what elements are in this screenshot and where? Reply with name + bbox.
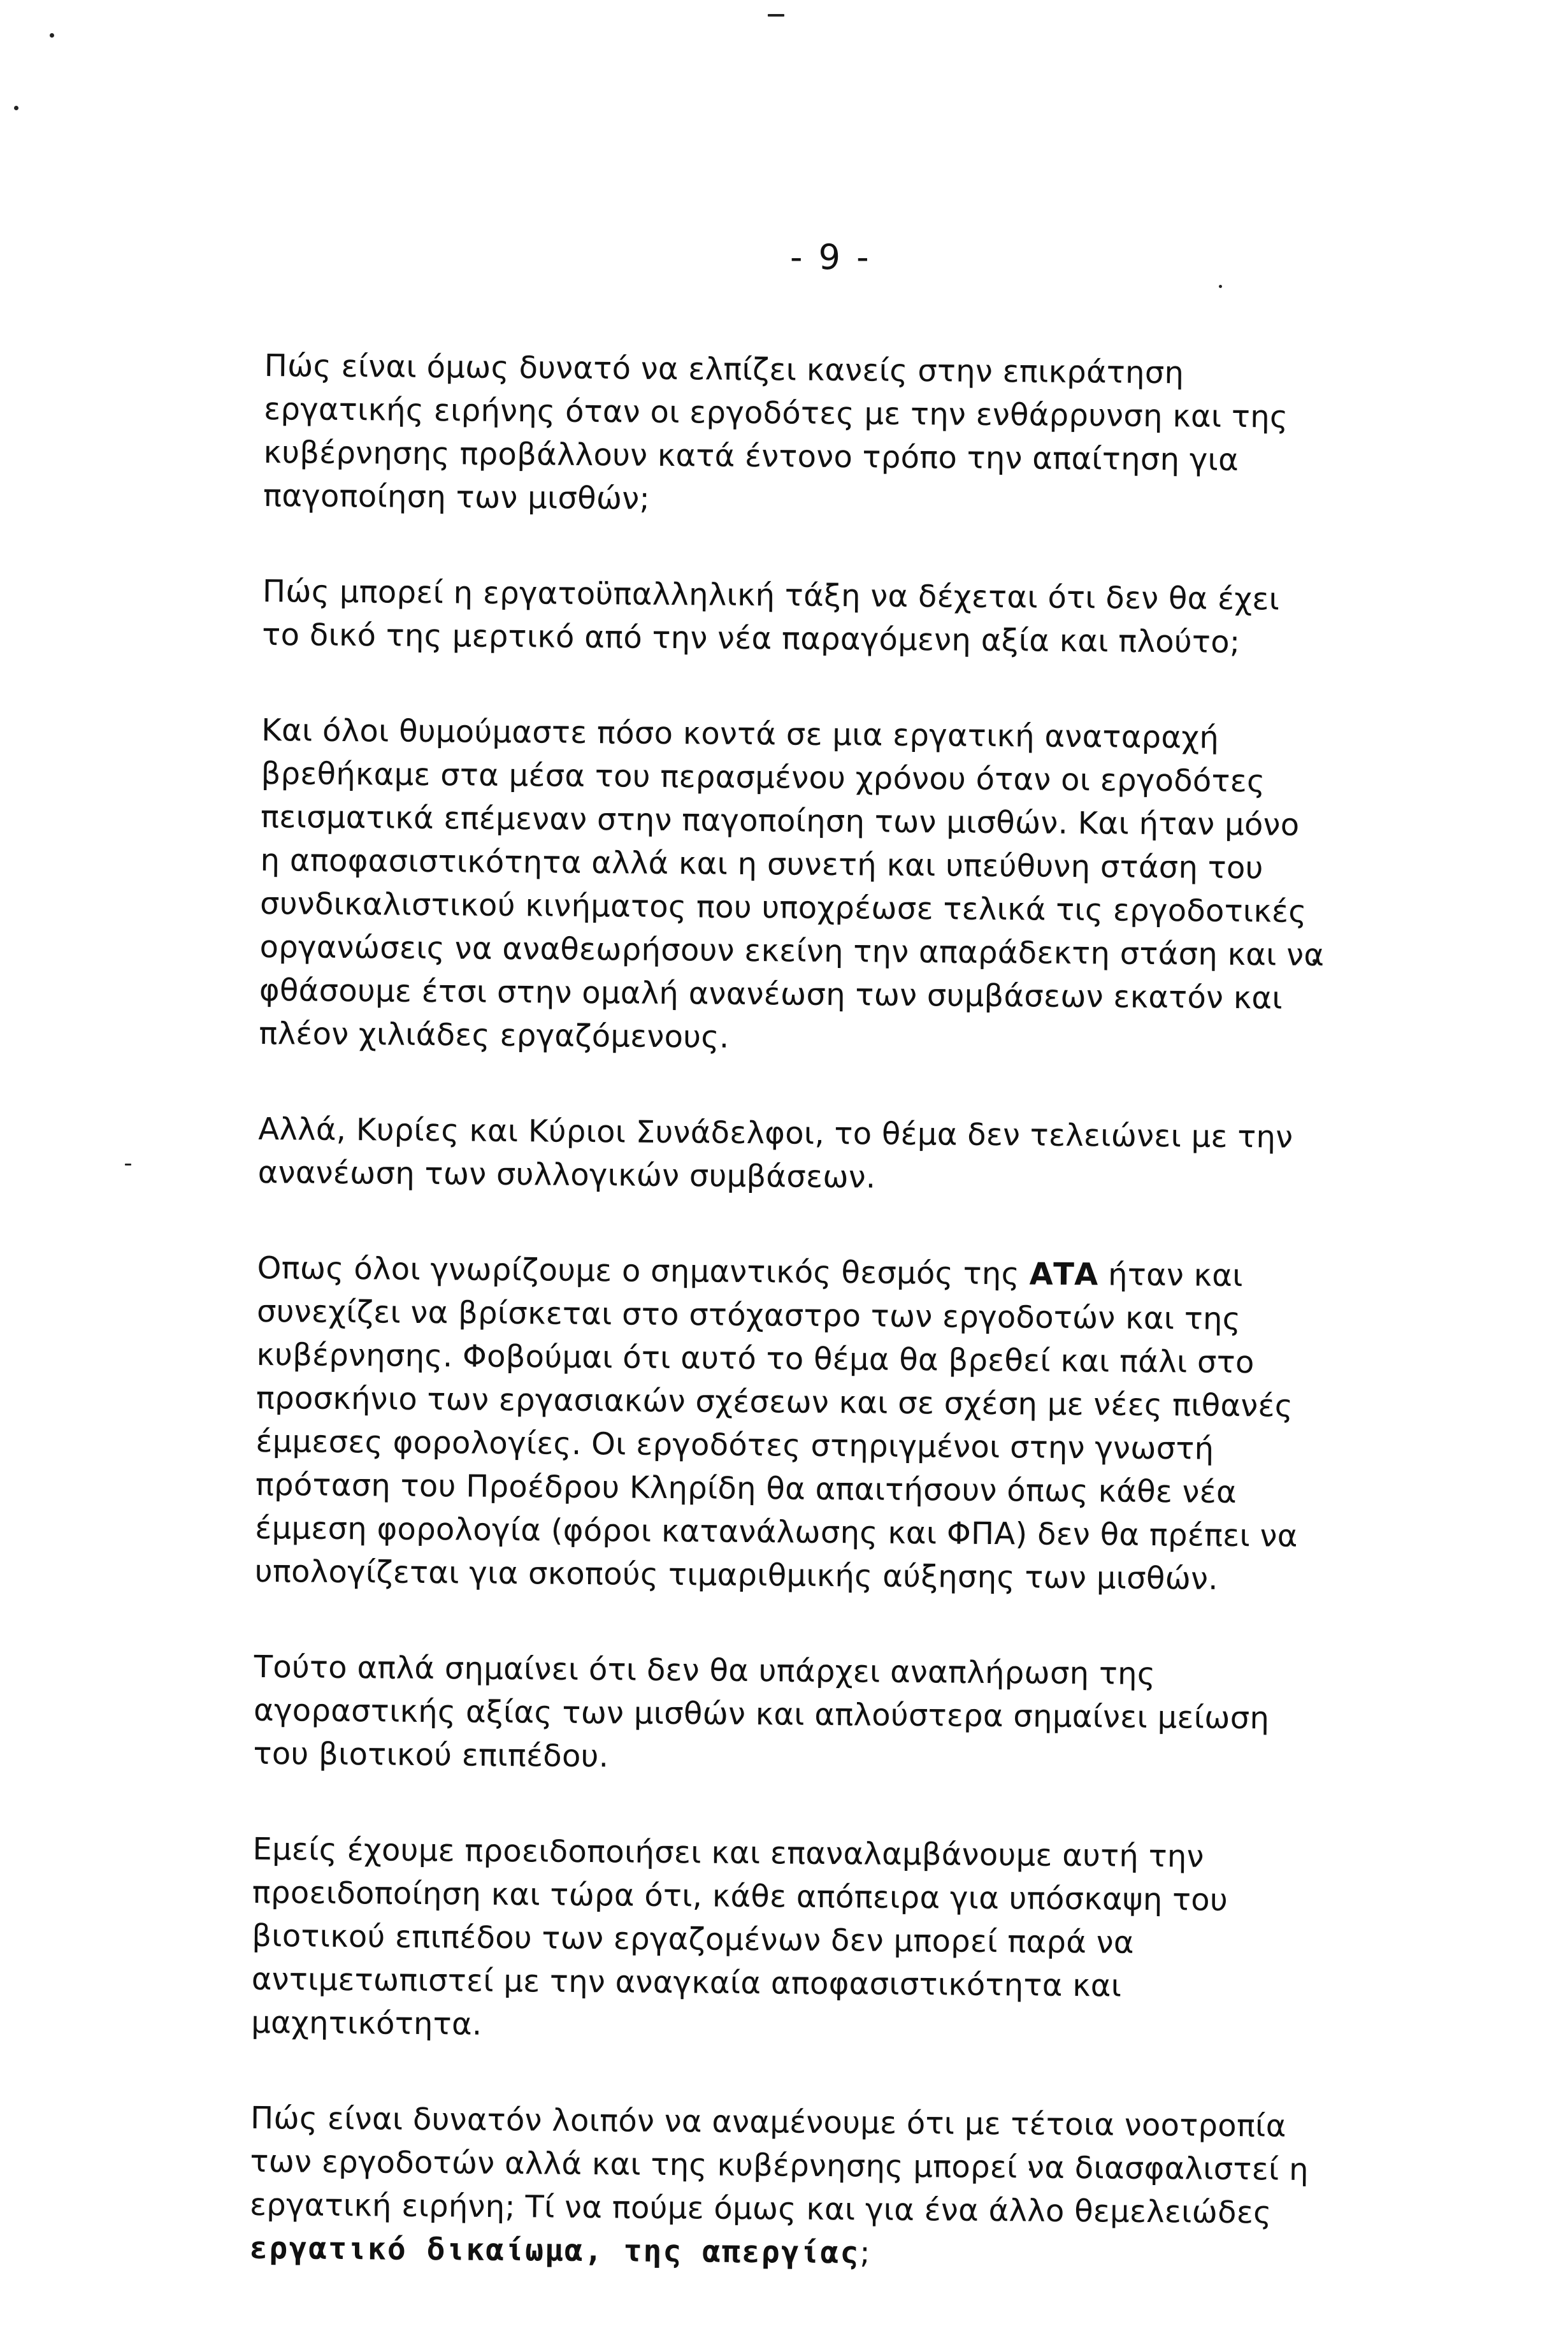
text-line: υπολογίζεται για σκοπούς τιμαριθμικής αύξησης των μισθών. — [254, 1553, 1218, 1597]
text-line: έμμεση φορολογία (φόροι κατανάλωσης και ΦΠΑ) δεν θα πρέπει να — [255, 1510, 1298, 1554]
text-line: πρόταση του Προέδρου Κληρίδη θα απαιτήσουν όπως κάθε νέα — [255, 1466, 1237, 1511]
scan-speck — [50, 33, 54, 38]
body-text — [249, 344, 1405, 2331]
text-line: προειδοποίηση και τώρα ότι, κάθε απόπειρα για υπόσκαψη του — [252, 1874, 1228, 1918]
text-line: συνδικαλιστικού κινήματος που υποχρέωσε τελικά τις εργοδοτικές — [259, 885, 1307, 930]
text-line: παγοποίηση των μισθών; — [263, 477, 651, 517]
scan-speck — [1219, 285, 1222, 288]
text-line: αντιμετωπιστεί με την αναγκαία αποφασιστικότητα και — [251, 1961, 1122, 2004]
text-run: ; — [860, 2235, 871, 2271]
text-line: το δικό της μερτικό από την νέα παραγόμενη αξία και πλούτο; — [262, 616, 1241, 661]
text-line: Και όλοι θυμούμαστε πόσο κοντά σε μια εργατική αναταραχή — [261, 712, 1219, 756]
text-line: Πώς είναι όμως δυνατό να ελπίζει κανείς στην επικράτηση — [264, 347, 1184, 391]
text-run: ήταν και — [1098, 1257, 1243, 1294]
text-line: αγοραστικής αξίας των μισθών και απλούστερα σημαίνει μείωση — [253, 1692, 1270, 1736]
text-line — [249, 2226, 1390, 2279]
paragraph-8 — [249, 2096, 1391, 2279]
text-line: Τούτο απλά σημαίνει ότι δεν θα υπάρχει αναπλήρωση της — [254, 1649, 1156, 1692]
paragraph-7 — [251, 1828, 1393, 2053]
text-line: Εμείς έχουμε προειδοποιήσει και επαναλαμβάνουμε αυτή την — [252, 1831, 1204, 1875]
text-line: οργανώσεις να αναθεωρήσουν εκείνη την απαράδεκτη στάση και να — [259, 928, 1325, 974]
text-line: Πώς είναι δυνατόν λοιπόν να αναμένουμε ότι με τέτοια νοοτροπία — [250, 2100, 1286, 2144]
text-line: μαχητικότητα. — [251, 2004, 482, 2042]
text-line: του βιοτικού επιπέδου. — [253, 1735, 609, 1775]
text-line: βρεθήκαμε στα μέσα του περασμένου χρόνου όταν οι εργοδότες — [261, 755, 1265, 800]
paragraph-6 — [253, 1645, 1395, 1784]
text-line: των εργοδοτών αλλά και της κυβέρνησης μπορεί να διασφαλιστεί η — [250, 2143, 1309, 2188]
text-line: φθάσουμε έτσι στην ομαλή ανανέωση των συμβάσεων εκατόν και — [259, 972, 1283, 1016]
text-line: η αποφασιστικότητα αλλά και η συνετή και υπεύθυνη στάση του — [260, 842, 1263, 886]
text-line: βιοτικού επιπέδου των εργαζομένων δεν μπορεί παρά να — [252, 1917, 1135, 1961]
text-line: πεισματικά επέμεναν στην παγοποίηση των μισθών. Και ήταν μόνο — [260, 798, 1300, 843]
text-line: συνεχίζει να βρίσκεται στο στόχαστρο των εργοδοτών και της — [256, 1293, 1241, 1338]
page-number: - 9 - — [790, 237, 872, 277]
text-line: ανανέωση των συλλογικών συμβάσεων. — [257, 1154, 876, 1195]
text-line: κυβέρνησης. Φοβούμαι ότι αυτό το θέμα θα βρεθεί και πάλι στο — [256, 1336, 1255, 1381]
text-line: κυβέρνησης προβάλλουν κατά έντονο τρόπο την απαίτηση για — [263, 434, 1239, 479]
paragraph-1 — [263, 344, 1405, 526]
text-line: εργατικής ειρήνης όταν οι εργοδότες με την ενθάρρυνση και της — [263, 391, 1288, 435]
text-run: Οπως όλοι γνωρίζουμε ο σημαντικός θεσμός της — [257, 1250, 1030, 1292]
text-line: Αλλά, Κυρίες και Κύριοι Συνάδελφοι, το θέμα δεν τελειώνει με την — [258, 1111, 1293, 1155]
scan-speck — [125, 1164, 131, 1166]
paragraph-2 — [262, 570, 1403, 665]
text-line: έμμεσες φορολογίες. Οι εργοδότες στηριγμένοι στην γνωστή — [255, 1423, 1214, 1467]
text-line: πλέον χιλιάδες εργαζόμενους. — [259, 1015, 730, 1055]
paragraph-5 — [255, 1246, 1398, 1602]
text-line: προσκήνιο των εργασιακών σχέσεων και σε σχέση με νέες πιθανές — [255, 1380, 1293, 1424]
text-line: εργατική ειρήνη; Τί να πούμε όμως και για ένα άλλο θεμελειώδες — [249, 2186, 1272, 2231]
scan-speck — [14, 106, 18, 110]
scan-speck — [768, 14, 784, 17]
strike-right-phrase: εργατικό δικαίωμα, της απεργίας — [249, 2230, 860, 2271]
paragraph-3 — [259, 709, 1402, 1064]
ata-term: ΑΤΑ — [1029, 1256, 1098, 1293]
paragraph-4 — [258, 1108, 1399, 1203]
text-line: Πώς μπορεί η εργατοϋπαλληλική τάξη να δέχεται ότι δεν θα έχει — [262, 573, 1280, 617]
